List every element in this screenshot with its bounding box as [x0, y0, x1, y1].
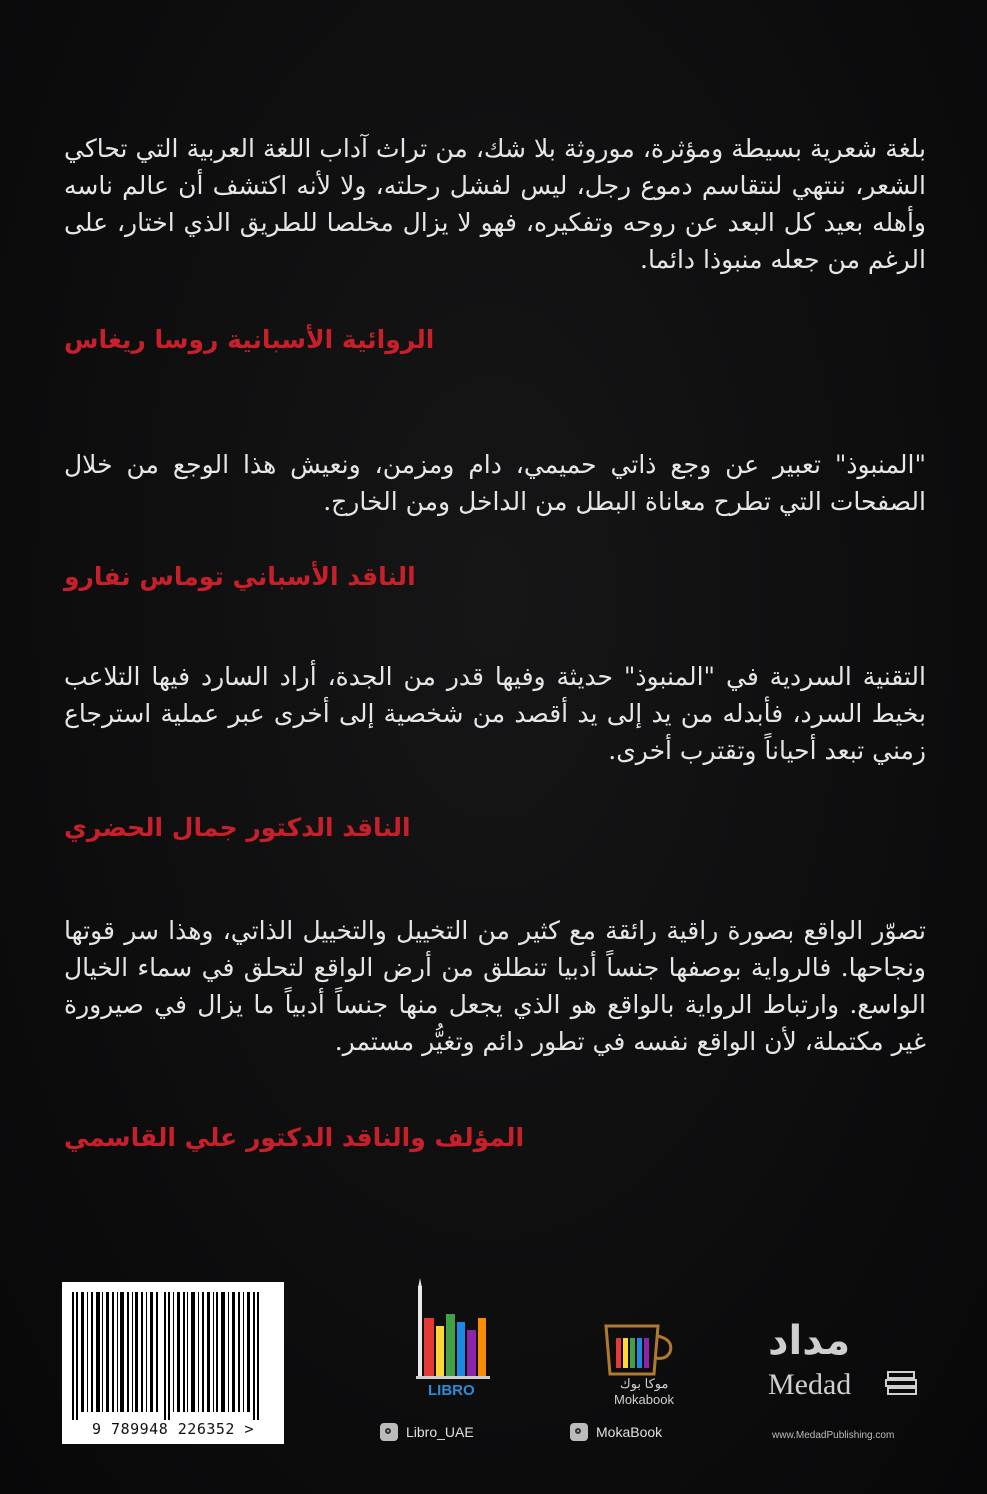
libro-instagram[interactable]: [380, 1423, 474, 1441]
isbn-digits: 9 789948 226352 >: [65, 1420, 281, 1438]
mokabook-name: Mokabook: [614, 1392, 674, 1407]
libro-name: LIBRO: [428, 1382, 475, 1399]
quote-2-text: "المنبوذ" تعبير عن وجع ذاتي حميمي، دام ومزمن، ونعيش هذا الوجع من خلال الصفحات التي تطرح معاناة البطل من الداخل ومن الخارج.: [64, 450, 926, 516]
libro-logo: [406, 1278, 496, 1408]
quote-3-text: التقنية السردية في "المنبوذ" حديثة وفيها قدر من الجدة، أراد السارد فيها التلاعب بخيط السرد، فأبدله من يد إلى يد أقصد من شخصية إلى أخرى عبر عملية استرجاع زمني تبعد أحياناً وتقترب أخرى.: [64, 662, 926, 765]
medad-logo: [762, 1318, 932, 1441]
mokabook-cup-icon: [588, 1318, 688, 1378]
barcode-bars: [68, 1292, 278, 1420]
medad-url: www.MedadPublishing.com: [772, 1430, 895, 1441]
book-stack-icon: [884, 1366, 920, 1400]
instagram-icon: [570, 1423, 588, 1441]
quote-1-attribution: الروائية الأسبانية روسا ريغاس: [64, 325, 435, 354]
quote-3: [64, 658, 926, 769]
quote-4-attribution: المؤلف والناقد الدكتور علي القاسمي: [64, 1123, 525, 1152]
quote-3-attribution: الناقد الدكتور جمال الحضري: [64, 813, 411, 842]
quote-1-text: بلغة شعرية بسيطة ومؤثرة، موروثة بلا شك، من تراث آداب اللغة العربية التي تحاكي الشعر، ننتهي لنتقاسم دموع رجل، ليس لفشل رحلته، ولا لأنه اكتشف أن عالم ناسه وأهله بعيد كل البعد عن روحه وتفكيره، فهو لا يزال مخلصا للطريق الذي اختار، على الرغم من جعله منبوذا دائما.: [64, 134, 926, 274]
instagram-icon: [380, 1423, 398, 1441]
mokabook-logo: [588, 1318, 688, 1418]
quote-2-attribution: الناقد الأسباني توماس نفارو: [64, 562, 416, 591]
libro-instagram-handle: Libro_UAE: [406, 1424, 474, 1440]
quote-4-text: تصوّر الواقع بصورة راقية رائقة مع كثير من التخييل والتخييل الذاتي، وهذا سر قوتها ونجاحها. فالرواية بوصفها جنساً أدبيا تنطلق من أرض الواقع لتحلق في سماء الخيال الواسع. وارتباط الرواية بالواقع هو الذي يجعل منها جنساً أدبياً ما يزال في صيرورة غير مكتملة، لأن الواقع نفسه في تطور دائم وتغيُّر مستمر.: [64, 916, 926, 1056]
medad-arabic: مداد: [768, 1318, 851, 1364]
libro-bookshelf-icon: [406, 1278, 496, 1398]
medad-name: Medad: [768, 1368, 852, 1401]
quote-1: [64, 130, 926, 278]
barcode: [62, 1282, 284, 1444]
mokabook-instagram[interactable]: [570, 1423, 662, 1441]
quote-4: [64, 912, 926, 1060]
quote-2: [64, 446, 926, 520]
mokabook-arabic: موكا بوك: [620, 1376, 669, 1391]
mokabook-instagram-handle: MokaBook: [596, 1424, 663, 1440]
